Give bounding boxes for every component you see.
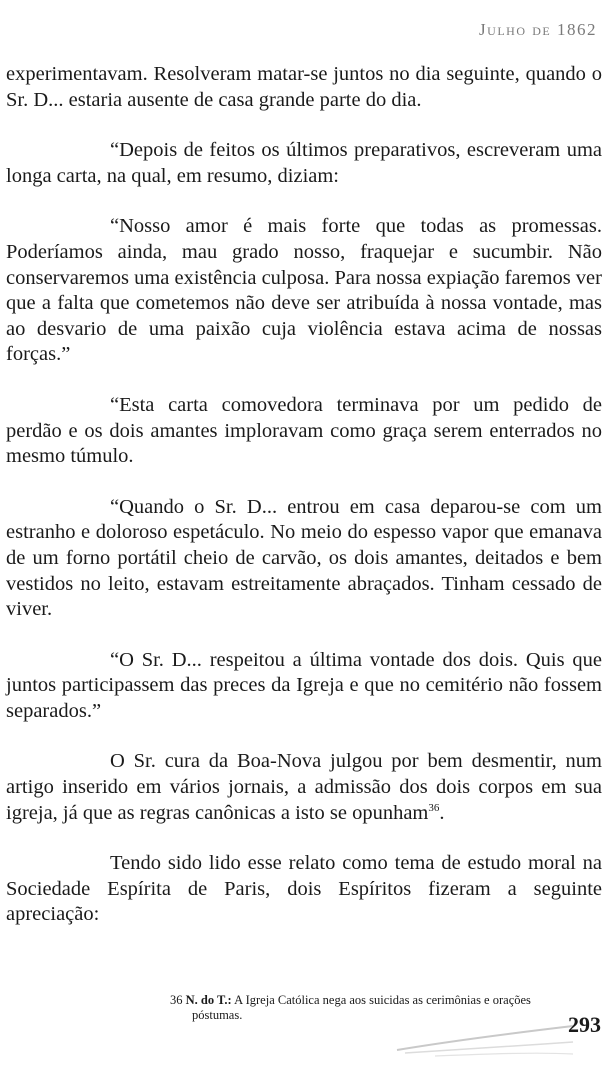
footnote [170,993,602,1023]
paragraph-2: “Depois de feitos os últimos preparativos, escreveram uma longa carta, na qual, em resumo, diziam: [6,139,602,187]
paragraph-4: “Esta carta comovedora terminava por um pedido de perdão e os dois amantes imploravam como graça serem enterrados no mesmo túmulo. [6,393,602,468]
footnote-text-line2: póstumas. [192,1008,243,1022]
paragraph-6: “O Sr. D... respeitou a última vontade dos dois. Quis que juntos participassem das preces da Igreja e que no cemitério não fossem separados.” [6,648,602,722]
running-header: Julho de 1862 [479,20,597,39]
footnote-label: N. do T.: [185,993,232,1007]
paragraph-3: “Nosso amor é mais forte que todas as promessas. Poderíamos ainda, mau grado nosso, fraquejar e sucumbir. Não conservaremos uma existência culposa. Para nossa expiação faremos ver que a falta que cometemos não deve ser atribuída à nossa vontade, mas ao desvario de uma paixão cuja violência estava acima de nossas forças.” [6,215,602,366]
paragraph-7-text: O Sr. cura da Boa-Nova julgou por bem desmentir, num artigo inserido em vários jornais, a admissão dos dois corpos em sua igreja, já que as regras canônicas a isto se opunham [6,750,602,824]
footnote-text-line1: A Igreja Católica nega aos suicidas as cerimônias e orações [234,993,531,1007]
page-number: 293 [568,1012,601,1037]
footnote-number: 36 [170,993,183,1007]
paragraph-8: Tendo sido lido esse relato como tema de estudo moral na Sociedade Espírita de Paris, dois Espíritos fizeram a seguinte apreciação: [6,852,602,926]
footer-swoosh-ornament [395,1020,575,1060]
paragraph-1: experimentavam. Resolveram matar-se juntos no dia seguinte, quando o Sr. D... estaria ausente de casa grande parte do dia. [6,63,602,111]
body-text [6,62,602,953]
paragraph-7: O Sr. cura da Boa-Nova julgou por bem desmentir, num artigo inserido em vários jornais, a admissão dos dois corpos em sua igreja, já que as regras canônicas a isto se opunham$^{36}$. [6,750,602,824]
paragraph-5: “Quando o Sr. D... entrou em casa deparou-se com um estranho e doloroso espetáculo. No meio do espesso vapor que emanava de um forno portátil cheio de carvão, os dois amantes, deitados e bem vestidos no leito, estavam estreitamente abraçados. Tinham cessado de viver. [6,495,602,621]
footnote-reference[interactable]: 36 [428,801,440,814]
